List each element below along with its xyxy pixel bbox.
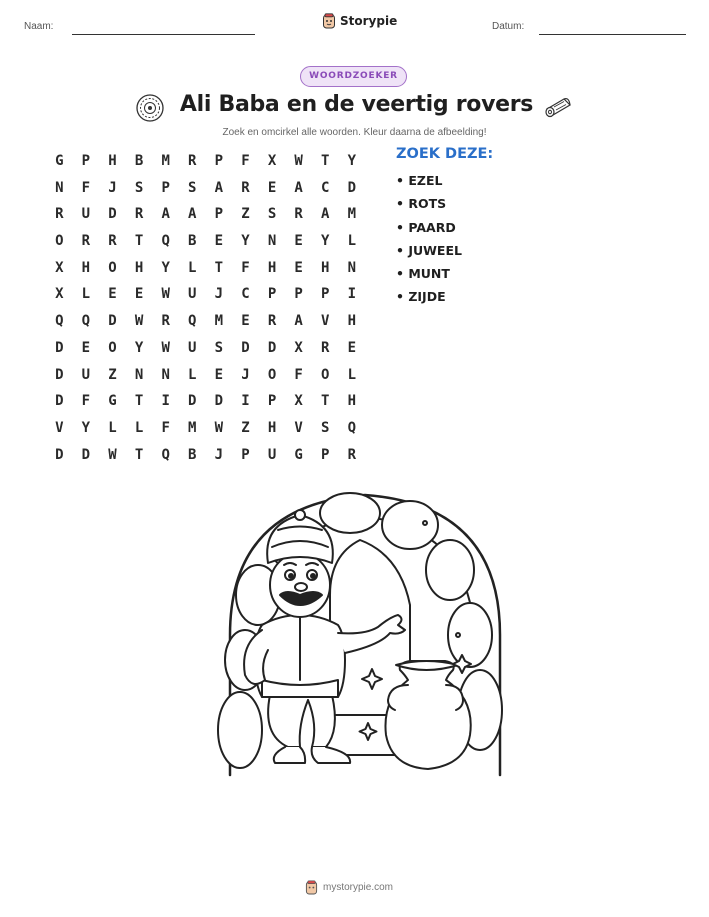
grid-letter[interactable]: D [108, 313, 117, 330]
grid-letter[interactable]: B [188, 233, 197, 250]
grid-letter[interactable]: P [214, 153, 224, 169]
grid-letter[interactable]: R [241, 179, 250, 196]
grid-letter[interactable]: W [161, 286, 170, 303]
grid-letter[interactable]: Y [347, 153, 357, 169]
word-list-item: • ROTS [396, 196, 447, 212]
grid-letter[interactable]: E [241, 313, 250, 330]
grid-letter[interactable]: E [294, 259, 303, 276]
grid-letter[interactable]: X [55, 286, 64, 303]
grid-letter[interactable]: Y [321, 233, 330, 250]
grid-letter[interactable]: R [188, 153, 197, 169]
grid-letter[interactable]: Z [241, 419, 250, 436]
grid-letter[interactable]: E [214, 233, 224, 250]
grid-letter[interactable]: V [55, 419, 64, 436]
grid-letter[interactable]: Y [241, 233, 250, 250]
grid-letter[interactable]: E [267, 179, 277, 196]
grid-letter[interactable]: J [214, 446, 224, 463]
grid-letter[interactable]: L [134, 419, 144, 436]
grid-letter[interactable]: L [188, 259, 197, 276]
grid-letter[interactable]: G [294, 446, 303, 463]
grid-letter[interactable]: P [214, 206, 224, 223]
ali-baba-coloring-illustration [200, 485, 520, 785]
grid-letter[interactable]: N [134, 366, 144, 383]
grid-letter[interactable]: H [108, 153, 117, 169]
grid-letter[interactable]: F [241, 259, 250, 276]
grid-letter[interactable]: W [108, 446, 117, 463]
grid-letter[interactable]: D [241, 339, 250, 356]
grid-letter[interactable]: C [241, 286, 250, 303]
grid-letter[interactable]: S [134, 179, 144, 196]
grid-letter[interactable]: T [134, 393, 144, 410]
grid-letter[interactable]: R [108, 233, 117, 250]
grid-letter[interactable]: W [294, 153, 303, 169]
grid-letter[interactable]: Q [161, 233, 170, 250]
grid-letter[interactable]: R [55, 206, 64, 223]
footer-url[interactable]: mystorypie.com [323, 882, 394, 893]
grid-letter[interactable]: A [294, 313, 303, 330]
grid-letter[interactable]: M [161, 153, 170, 169]
grid-letter[interactable]: N [55, 179, 64, 196]
grid-letter[interactable]: L [81, 286, 91, 303]
grid-letter[interactable]: U [81, 366, 91, 383]
word-search-grid[interactable] [46, 148, 365, 468]
grid-letter[interactable]: T [321, 153, 330, 169]
grid-letter[interactable]: S [214, 339, 224, 356]
grid-letter[interactable]: L [347, 366, 357, 383]
word-list-item: • ZIJDE [396, 289, 446, 305]
worksheet-type-badge: WOORDZOEKER [300, 66, 407, 87]
word-list [396, 172, 462, 312]
grid-letter[interactable]: D [188, 393, 197, 410]
coin-icon [135, 93, 165, 123]
grid-letter[interactable]: T [134, 446, 144, 463]
grid-letter[interactable]: A [161, 206, 170, 223]
grid-letter[interactable]: S [321, 419, 330, 436]
grid-letter[interactable]: L [188, 366, 197, 383]
grid-letter[interactable]: Y [161, 259, 170, 276]
grid-letter[interactable]: V [321, 313, 330, 330]
grid-letter[interactable]: M [214, 313, 224, 330]
grid-letter[interactable]: R [81, 233, 91, 250]
grid-letter[interactable]: R [321, 339, 330, 356]
grid-letter[interactable]: S [188, 179, 197, 196]
grid-letter[interactable]: Q [347, 419, 357, 436]
grid-letter[interactable]: B [188, 446, 197, 463]
grid-letter[interactable]: D [267, 339, 277, 356]
grid-letter[interactable]: A [188, 206, 197, 223]
grid-letter[interactable]: T [321, 393, 330, 410]
grid-letter[interactable]: L [347, 233, 357, 250]
grid-letter[interactable]: J [214, 286, 224, 303]
grid-letter[interactable]: U [81, 206, 91, 223]
grid-letter[interactable]: U [188, 339, 197, 356]
grid-letter[interactable]: G [108, 393, 117, 410]
grid-letter[interactable]: P [161, 179, 170, 196]
grid-letter[interactable]: L [108, 419, 117, 436]
grid-letter[interactable]: Q [188, 313, 197, 330]
footer [305, 880, 393, 895]
grid-letter[interactable]: A [321, 206, 330, 223]
grid-letter[interactable]: B [134, 153, 144, 169]
grid-letter[interactable]: O [108, 259, 117, 276]
date-field-line[interactable] [539, 34, 686, 35]
grid-letter[interactable]: F [161, 419, 170, 436]
word-list-title: ZOEK DEZE: [396, 146, 494, 162]
brand [322, 13, 397, 29]
storypie-logo-icon [305, 880, 318, 895]
grid-letter[interactable]: E [347, 339, 357, 356]
name-label: Naam: [24, 21, 54, 32]
grid-letter[interactable]: F [81, 179, 91, 196]
grid-letter[interactable]: N [267, 233, 277, 250]
grid-letter[interactable]: R [294, 206, 303, 223]
grid-letter[interactable]: Q [55, 313, 64, 330]
grid-letter[interactable]: H [134, 259, 144, 276]
grid-letter[interactable]: X [55, 259, 64, 276]
grid-letter[interactable]: R [134, 206, 144, 223]
grid-letter[interactable]: T [214, 259, 224, 276]
grid-letter[interactable]: P [241, 446, 250, 463]
word-list-item: • EZEL [396, 173, 443, 188]
grid-letter[interactable]: O [267, 366, 277, 383]
grid-letter[interactable]: Q [81, 313, 91, 330]
grid-letter[interactable]: D [55, 393, 64, 410]
grid-letter[interactable]: O [108, 339, 117, 356]
grid-letter[interactable]: F [81, 393, 91, 410]
grid-letter[interactable]: U [267, 446, 277, 463]
grid-letter[interactable]: F [294, 366, 303, 383]
name-field-line[interactable] [72, 34, 255, 35]
grid-letter[interactable]: W [161, 339, 170, 356]
grid-letter[interactable]: G [55, 153, 64, 169]
page-title: Ali Baba en de veertig rovers [179, 92, 534, 117]
grid-letter[interactable]: R [267, 313, 277, 330]
grid-letter[interactable]: P [321, 286, 330, 303]
grid-letter[interactable]: H [321, 259, 330, 276]
grid-letter[interactable]: R [347, 446, 357, 463]
storypie-logo-icon [322, 13, 336, 29]
grid-letter[interactable]: I [161, 393, 170, 410]
grid-letter[interactable]: D [347, 179, 357, 196]
grid-letter[interactable]: W [214, 419, 224, 436]
grid-letter[interactable]: Z [108, 366, 117, 383]
grid-letter[interactable]: J [108, 179, 117, 196]
grid-letter[interactable]: D [214, 393, 224, 410]
grid-letter[interactable]: Y [134, 339, 144, 356]
grid-letter[interactable]: A [294, 179, 303, 196]
grid-letter[interactable]: P [294, 286, 303, 303]
grid-letter[interactable]: D [55, 366, 64, 383]
grid-letter[interactable]: X [267, 153, 277, 169]
grid-letter[interactable]: D [81, 446, 91, 463]
grid-letter[interactable]: E [108, 286, 117, 303]
grid-letter[interactable]: D [55, 339, 64, 356]
grid-letter[interactable]: P [267, 286, 277, 303]
grid-letter[interactable]: P [321, 446, 330, 463]
grid-letter[interactable]: E [134, 286, 144, 303]
instructions: Zoek en omcirkel alle woorden. Kleur daarna de afbeelding! [222, 127, 487, 138]
grid-letter[interactable]: P [267, 393, 277, 410]
grid-letter[interactable]: N [161, 366, 170, 383]
grid-letter[interactable]: H [347, 313, 357, 330]
grid-letter[interactable]: X [294, 339, 303, 356]
grid-letter[interactable]: Z [241, 206, 250, 223]
grid-letter[interactable]: J [241, 366, 250, 383]
grid-letter[interactable]: D [108, 206, 117, 223]
grid-letter[interactable]: T [134, 233, 144, 250]
grid-letter[interactable]: W [134, 313, 144, 330]
grid-letter[interactable]: A [214, 179, 224, 196]
grid-letter[interactable]: R [161, 313, 170, 330]
grid-letter[interactable]: I [347, 286, 357, 303]
grid-letter[interactable]: E [214, 366, 224, 383]
grid-letter[interactable]: Y [81, 419, 91, 436]
grid-letter[interactable]: M [347, 206, 357, 223]
word-list-item: • MUNT [396, 266, 450, 282]
word-list-item: • PAARD [396, 219, 456, 235]
grid-letter[interactable]: S [267, 206, 277, 223]
grid-letter[interactable]: H [267, 419, 277, 436]
grid-letter[interactable]: U [188, 286, 197, 303]
grid-letter[interactable]: D [55, 446, 64, 463]
brand-name: Storypie [340, 14, 398, 28]
word-list-item: • JUWEEL [396, 242, 462, 258]
grid-letter[interactable]: Q [161, 446, 170, 463]
grid-letter[interactable]: V [294, 419, 303, 436]
grid-letter[interactable]: O [55, 233, 64, 250]
grid-letter[interactable]: H [267, 259, 277, 276]
grid-letter[interactable]: N [347, 259, 357, 276]
grid-letter[interactable]: O [321, 366, 330, 383]
grid-letter[interactable]: H [347, 393, 357, 410]
grid-letter[interactable]: M [188, 419, 197, 436]
grid-letter[interactable]: H [81, 259, 91, 276]
scroll-icon [542, 95, 574, 119]
grid-letter[interactable]: E [81, 339, 91, 356]
grid-letter[interactable]: I [241, 393, 250, 410]
grid-letter[interactable]: C [321, 179, 330, 196]
grid-letter[interactable]: F [241, 153, 250, 169]
date-label: Datum: [492, 21, 525, 32]
grid-letter[interactable]: E [294, 233, 303, 250]
grid-letter[interactable]: X [294, 393, 303, 410]
grid-letter[interactable]: P [81, 153, 91, 169]
